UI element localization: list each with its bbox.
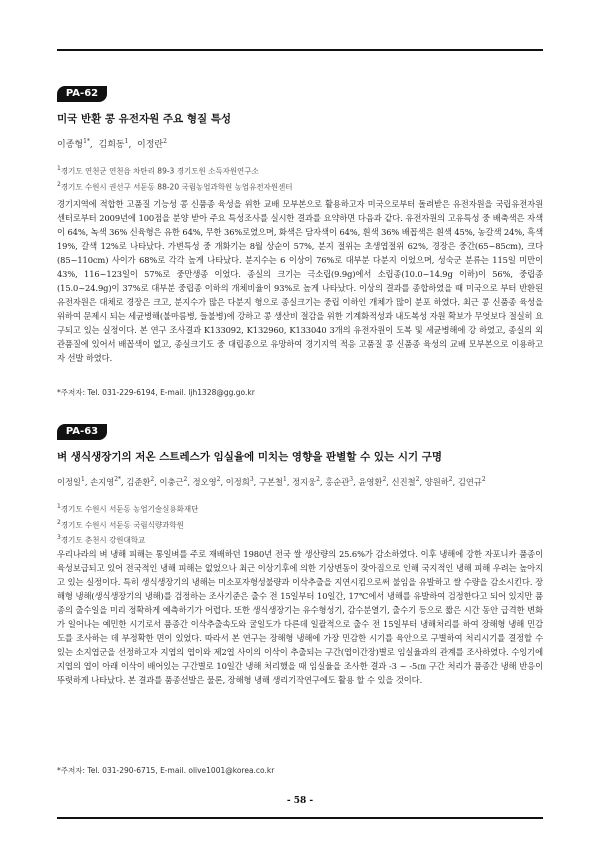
author: 윤영환 <box>358 477 383 487</box>
abstract-title: 미국 반환 콩 유전자원 주요 형질 특성 <box>57 113 232 125</box>
affiliation-sup: 2 <box>57 518 61 526</box>
affiliation-text: 경기도 춘천시 강원대학교 <box>60 535 146 545</box>
author-sup: 2 <box>448 476 453 484</box>
author-sup: 2 <box>382 476 387 484</box>
author-sup: 3 <box>249 476 254 484</box>
author-list: 이종형$^{1*}$, 김희동$^1$, 이정란$^2$ <box>57 138 167 150</box>
affiliation <box>57 500 543 516</box>
author-sup: 1 <box>282 476 287 484</box>
author-sup: 2 <box>481 476 486 484</box>
abstract-body: 경기지역에 적합한 고품질 기능성 콩 신품종 육성을 위한 교배 모부본으로 활용하고자 미국으로부터 돌려받은 유전자원을 국립유전자원센터로부터 2009년에 100점을 분양 받아 주요 특성조사를 실시한 결과를 요약하면 다음과 같다. 유전자원의 고유특성 중 배축색은 자색이 64%, 녹색 36% 신육형은 유한 64%, 무한 36%로였으며, 화색은 담자색이 64%, 흰색 36% 배꼽색은 흰색 45%, 농갈색 24%, 흑색 19%, 갈색 12%로 나타났다. 가변특성 중 개화기는 8월 상순이 57%, 분지 절위는 초생엽절위 62%, 경장은 중간(65~85cm), 크다(85~110cm) 사이가 68%로 각각 높게 나타났다. 분지수는 6 이상이 76%로 대부분 다분지 이었으며, 성숙군 분류는 115일 미만이 43%, 116~123일이 57%로 중만생종 이었다. 종실의 크기는 극소립(9.9g)에서 소립종(10.0~14.9g 이하)이 56%, 중립종(15.0~24.9g)이 37%로 대부분 중립종 이하의 개체비율이 93%로 높게 나타났다. 이상의 결과를 종합하였을 때 미국으로 부터 반환된 유전자원은 대체로 경장은 크고, 분지수가 많은 다분지 형으로 종실크기는 중립 이하인 개체가 많이 분포 하였다. 최근 콩 신품종 육성을 위하여 문제시 되는 세균병해(불마름병, 들불병)에 강하고 콩 생산비 절감을 위한 기계화적성과 내도복성 자원 확보가 무엇보다 절실히 요구되고 있는 실정이다. 본 연구 조사결과 K133092, K132960, K133040 3개의 유전자원이 도복 및 세균병해에 강 하였고, 종실의 외관품질에 있어서 배꼽색이 없고, 종실크기도 중 대립종으로 유망하여 경기지역 적응 고품질 콩 신품종 육성의 교배 모부본으로 이용하고자 선발 하였다. <box>57 199 543 363</box>
author-sup: 2 <box>316 476 320 484</box>
contact-info: *주저자: Tel. 031-290-6715, E-mail. olive1001@korea.co.kr <box>57 766 275 775</box>
author-sup: 2 <box>150 476 155 484</box>
author: 신진철 <box>391 477 416 487</box>
author-sup: 1 <box>81 476 85 484</box>
affiliation-text: 경기도 수원시 서둔동 농업기술실용화재단 <box>60 504 199 514</box>
author: 구본철 <box>258 477 283 487</box>
author: 양원하 <box>424 477 449 487</box>
affiliation-sup: 2 <box>57 180 61 188</box>
affiliation-sup: 1 <box>57 503 61 510</box>
abstract-title: 벼 생식생장기의 저온 스트레스가 임실율에 미치는 영향을 판별할 수 있는 시기 구명 <box>57 451 443 463</box>
author-sup: 2 <box>415 476 420 484</box>
author-sup: 2 <box>163 138 167 145</box>
affiliation-text: 경기도 연천군 연천읍 차탄리 89-3 경기도원 소득자원연구소 <box>60 166 259 176</box>
author: 정오영 <box>192 477 217 487</box>
author-sup: 1* <box>83 138 90 145</box>
author: 정지웅 <box>292 477 317 487</box>
affiliation-text: 경기도 수원시 권선구 서둔동 88-20 국립농업과학원 농업유전자원센터 <box>60 182 293 191</box>
abstract-code-badge: PA-62 <box>57 86 107 102</box>
author: 이종형 <box>57 140 84 150</box>
author: 김희동 <box>98 140 125 150</box>
author-sup: 1 <box>124 138 129 145</box>
affiliation <box>57 531 543 547</box>
page-number: - 58 - <box>286 796 314 806</box>
affiliation-text: 경기도 수원시 서둔동 국립식량과학원 <box>60 520 184 529</box>
author-sup: 2* <box>114 476 122 484</box>
affiliation <box>57 178 543 194</box>
affiliations <box>57 500 543 547</box>
author-list: 이정일$^1$, 손지영$^{2*}$, 김준환$^2$, 이충근$^2$, 정오영$^2$, 이정희$^3$, 구본철$^1$, 정지웅$^2$, 홍순관$^3$, 윤영환$^2$, 신진철$^2$, 양원하$^2$, 김연규$^2$ <box>57 476 486 487</box>
author: 김준환 <box>126 477 151 487</box>
contact-info: *주저자: Tel. 031-229-6194, E-mail. ljh1328@gg.go.kr <box>57 388 255 397</box>
author-sup: 2 <box>183 476 188 484</box>
abstract-body: 우리나라의 벼 냉해 피해는 통일벼를 주로 재배하던 1980년 전국 쌀 생산량의 25.6%가 감소하였다. 이후 냉해에 강한 자포니카 품종이 육성보급되고 있어 전국적인 냉해 피해는 없었으나 최근 이상기후에 의한 기상변동이 잦아짐으로 인해 국지적인 냉해 피해 우려는 높아지고 있는 실정이다. 특히 생식생장기의 냉해는 미소포자형성불량과 이삭추출을 지연시킴으로써 불임을 유발하고 쌀 수량을 감소시킨다. 장해형 냉해(생식생장기의 냉해)를 검정하는 조사기준은 출수 전 15일부터 10일간, 17℃에서 냉해를 유발하여 검정한다고 되어 있지만 품종의 출수일을 미리 정확하게 예측하기가 어렵다. 또한 생식생장기는 유수형성기, 감수분열기, 출수기 등으로 짧은 시간 동안 급격한 변화가 일어나는 예민한 시기로서 품종간 이삭추출속도와 굴일도가 다른데 일괄적으로 출수 전 15일부터 냉해처리를 하여 장해형 냉해 민감도를 조사하는 데 부정확한 면이 있었다. 따라서 본 연구는 장해형 냉해에 가장 민감한 시기를 육안으로 구별하여 처리시기를 결정할 수 있는 소지엽군을 선정하고자 지엽의 엽이와 제2엽 사이의 이삭이 추출되는 구간(엽이간장)별로 임실율과의 관계를 조사하였다. 수잉기에 지엽의 엽이 아래 이삭이 배어있는 구간별로 10일간 냉해 처리했을 때 임실율을 조사한 결과 -3 ~ -5㎝ 구간 처리가 품종간 냉해 반응이 뚜렷하게 나타났다. 본 결과를 품종선발은 물론, 장해형 냉해 생리기작연구에도 활용 할 수 있을 것이다. <box>57 549 543 685</box>
affiliations <box>57 162 543 193</box>
author-sup: 3 <box>349 476 354 484</box>
author: 김연규 <box>457 477 482 487</box>
author: 이정희 <box>225 477 250 487</box>
author: 이정란 <box>137 140 164 150</box>
affiliation <box>57 162 543 178</box>
author-sup: 2 <box>216 476 221 484</box>
abstract-code-badge: PA-63 <box>57 424 107 440</box>
affiliation-sup: 1 <box>57 165 61 172</box>
author: 이정일 <box>57 477 82 487</box>
author: 홍순관 <box>325 477 350 487</box>
author: 이충근 <box>159 477 184 487</box>
author: 손지영 <box>90 477 115 487</box>
bottom-rule <box>57 817 543 819</box>
affiliation <box>57 516 543 532</box>
top-rule <box>57 49 543 51</box>
affiliation-sup: 3 <box>57 534 61 541</box>
